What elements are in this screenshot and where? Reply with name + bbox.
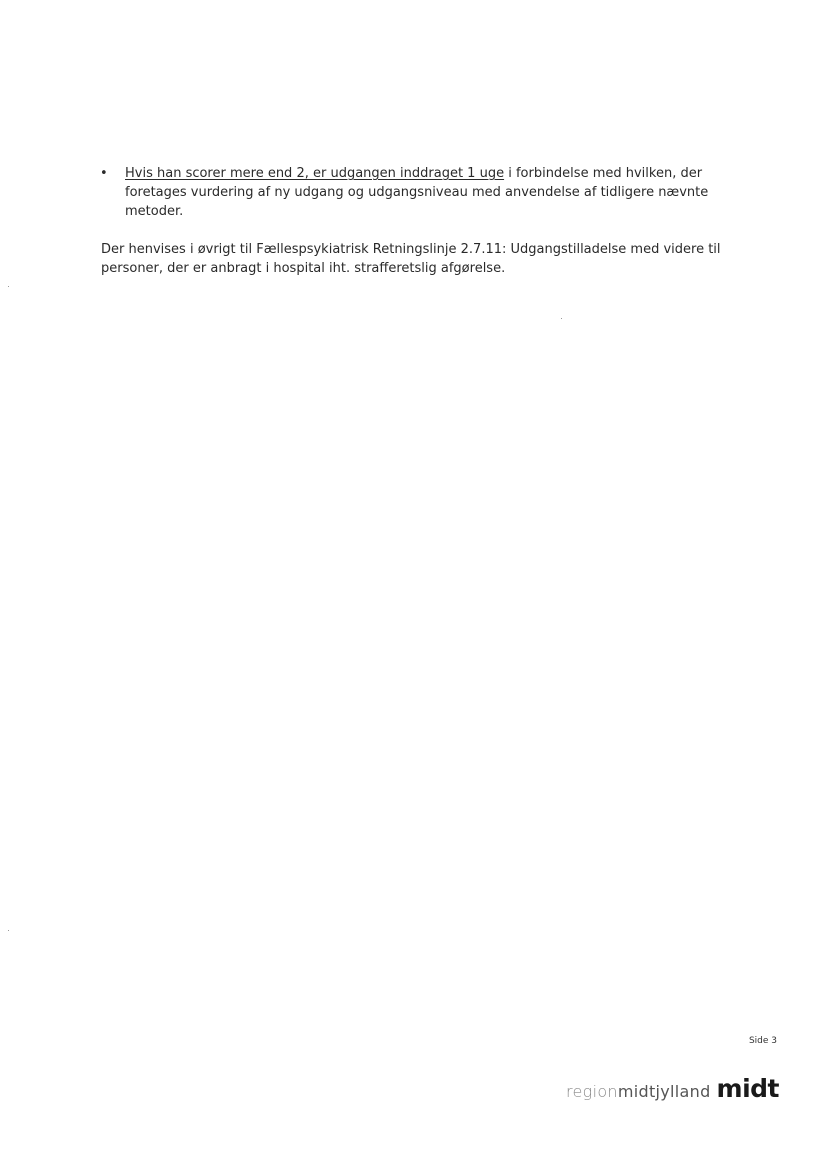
logo-midt-text: midt xyxy=(716,1074,779,1103)
scan-speck xyxy=(561,318,562,319)
logo-midtjylland-text: midtjylland xyxy=(617,1082,711,1101)
scan-speck xyxy=(8,930,9,931)
bullet-underlined-text: Hvis han scorer mere end 2, er udgangen inddraget 1 uge xyxy=(125,166,505,181)
reference-paragraph xyxy=(101,240,751,278)
bullet-icon: • xyxy=(100,166,108,181)
paragraph-line-2: personer, der er anbragt i hospital iht. strafferetslig afgørelse. xyxy=(101,261,506,276)
logo-region-text: region xyxy=(566,1082,618,1101)
bullet-text xyxy=(125,164,740,221)
scan-speck xyxy=(8,286,9,287)
paragraph-line-1: Der henvises i øvrigt til Fællespsykiatrisk Retningslinje 2.7.11: Udgangstilladelse med videre til xyxy=(101,242,721,257)
region-midtjylland-logo xyxy=(566,1074,779,1103)
page-number: Side 3 xyxy=(748,1036,777,1046)
bullet-rest-text: i forbindelse med hvilken, der foretages vurdering af ny udgang og udgangsniveau med anvendelse af tidligere nævnte metoder. xyxy=(125,166,709,219)
bullet-item xyxy=(100,164,740,221)
